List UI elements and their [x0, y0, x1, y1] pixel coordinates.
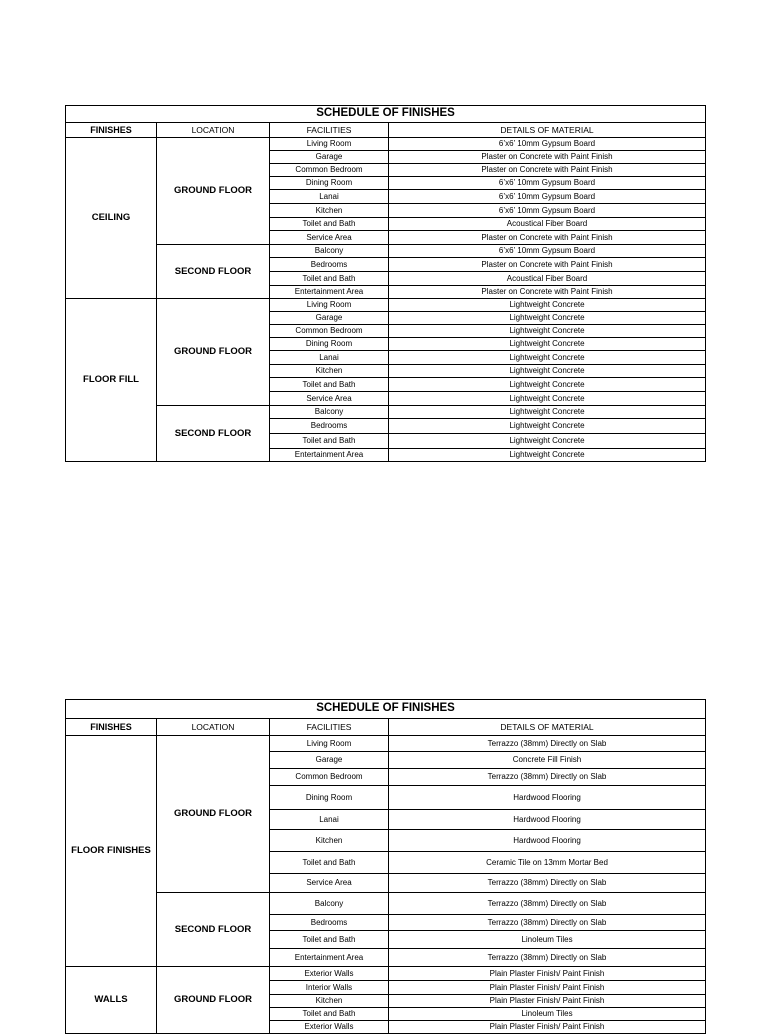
finish-category: FLOOR FINISHES: [66, 736, 157, 967]
facility-cell: Exterior Walls: [270, 967, 389, 981]
material-cell: Plaster on Concrete with Paint Finish: [389, 164, 706, 177]
schedule-table-2: [65, 699, 706, 1034]
material-cell: Plain Plaster Finish/ Paint Finish: [389, 995, 706, 1008]
title-row: [66, 700, 706, 719]
facility-cell: Kitchen: [270, 365, 389, 378]
facility-cell: Balcony: [270, 893, 389, 915]
material-cell: Lightweight Concrete: [389, 449, 706, 462]
header-location: LOCATION: [157, 123, 270, 138]
facility-cell: Toilet and Bath: [270, 931, 389, 949]
table-row: [66, 893, 706, 915]
finish-category: CEILING: [66, 138, 157, 299]
material-cell: Hardwood Flooring: [389, 810, 706, 830]
facility-cell: Lanai: [270, 810, 389, 830]
material-cell: Concrete Fill Finish: [389, 752, 706, 769]
facility-cell: Toilet and Bath: [270, 852, 389, 874]
material-cell: 6’x6’ 10mm Gypsum Board: [389, 138, 706, 151]
header-location: LOCATION: [157, 719, 270, 736]
facility-cell: Kitchen: [270, 830, 389, 852]
location-cell: SECOND FLOOR: [157, 893, 270, 967]
facility-cell: Kitchen: [270, 995, 389, 1008]
header-details: DETAILS OF MATERIAL: [389, 123, 706, 138]
material-cell: Terrazzo (38mm) Directly on Slab: [389, 893, 706, 915]
material-cell: Acoustical Fiber Board: [389, 218, 706, 231]
material-cell: Terrazzo (38mm) Directly on Slab: [389, 874, 706, 893]
facility-cell: Service Area: [270, 231, 389, 245]
table-row: [66, 406, 706, 419]
location-cell: GROUND FLOOR: [157, 736, 270, 893]
header-facilities: FACILITIES: [270, 719, 389, 736]
facility-cell: Service Area: [270, 392, 389, 406]
table-row: [66, 245, 706, 258]
facility-cell: Kitchen: [270, 204, 389, 218]
title-row: [66, 106, 706, 123]
finish-category: WALLS: [66, 967, 157, 1034]
material-cell: 6’x6’ 10mm Gypsum Board: [389, 204, 706, 218]
facility-cell: Toilet and Bath: [270, 1008, 389, 1021]
facility-cell: Exterior Walls: [270, 1021, 389, 1034]
facility-cell: Balcony: [270, 406, 389, 419]
material-cell: Hardwood Flooring: [389, 830, 706, 852]
material-cell: Lightweight Concrete: [389, 299, 706, 312]
material-cell: Terrazzo (38mm) Directly on Slab: [389, 949, 706, 967]
material-cell: Lightweight Concrete: [389, 338, 706, 351]
facility-cell: Entertainment Area: [270, 949, 389, 967]
material-cell: Acoustical Fiber Board: [389, 272, 706, 286]
facility-cell: Bedrooms: [270, 419, 389, 434]
material-cell: Plain Plaster Finish/ Paint Finish: [389, 981, 706, 995]
facility-cell: Entertainment Area: [270, 286, 389, 299]
location-cell: GROUND FLOOR: [157, 299, 270, 406]
material-cell: Plaster on Concrete with Paint Finish: [389, 151, 706, 164]
facility-cell: Bedrooms: [270, 915, 389, 931]
table-title: SCHEDULE OF FINISHES: [66, 700, 706, 719]
material-cell: Linoleum Tiles: [389, 1008, 706, 1021]
material-cell: Lightweight Concrete: [389, 378, 706, 392]
table-title: SCHEDULE OF FINISHES: [66, 106, 706, 123]
facility-cell: Interior Walls: [270, 981, 389, 995]
material-cell: Terrazzo (38mm) Directly on Slab: [389, 736, 706, 752]
material-cell: Lightweight Concrete: [389, 392, 706, 406]
material-cell: Terrazzo (38mm) Directly on Slab: [389, 915, 706, 931]
facility-cell: Common Bedroom: [270, 164, 389, 177]
material-cell: Lightweight Concrete: [389, 365, 706, 378]
facility-cell: Balcony: [270, 245, 389, 258]
finish-category: FLOOR FILL: [66, 299, 157, 462]
material-cell: Plain Plaster Finish/ Paint Finish: [389, 1021, 706, 1034]
material-cell: Plaster on Concrete with Paint Finish: [389, 286, 706, 299]
material-cell: Plaster on Concrete with Paint Finish: [389, 258, 706, 272]
table-row: [66, 299, 706, 312]
header-finishes: FINISHES: [66, 719, 157, 736]
location-cell: GROUND FLOOR: [157, 967, 270, 1034]
table-row: [66, 138, 706, 151]
material-cell: Linoleum Tiles: [389, 931, 706, 949]
facility-cell: Living Room: [270, 138, 389, 151]
schedule-table-1: [65, 105, 706, 462]
material-cell: Lightweight Concrete: [389, 325, 706, 338]
location-cell: SECOND FLOOR: [157, 245, 270, 299]
facility-cell: Living Room: [270, 736, 389, 752]
facility-cell: Common Bedroom: [270, 769, 389, 786]
facility-cell: Toilet and Bath: [270, 218, 389, 231]
facility-cell: Garage: [270, 151, 389, 164]
facility-cell: Common Bedroom: [270, 325, 389, 338]
material-cell: Lightweight Concrete: [389, 406, 706, 419]
facility-cell: Service Area: [270, 874, 389, 893]
facility-cell: Bedrooms: [270, 258, 389, 272]
facility-cell: Toilet and Bath: [270, 434, 389, 449]
material-cell: 6’x6’ 10mm Gypsum Board: [389, 177, 706, 190]
facility-cell: Toilet and Bath: [270, 378, 389, 392]
facility-cell: Garage: [270, 752, 389, 769]
facility-cell: Dining Room: [270, 786, 389, 810]
facility-cell: Garage: [270, 312, 389, 325]
facility-cell: Dining Room: [270, 177, 389, 190]
material-cell: Terrazzo (38mm) Directly on Slab: [389, 769, 706, 786]
facility-cell: Dining Room: [270, 338, 389, 351]
facility-cell: Entertainment Area: [270, 449, 389, 462]
header-facilities: FACILITIES: [270, 123, 389, 138]
material-cell: Plain Plaster Finish/ Paint Finish: [389, 967, 706, 981]
location-cell: GROUND FLOOR: [157, 138, 270, 245]
header-row: [66, 719, 706, 736]
material-cell: Lightweight Concrete: [389, 312, 706, 325]
header-details: DETAILS OF MATERIAL: [389, 719, 706, 736]
table-row: [66, 736, 706, 752]
material-cell: Hardwood Flooring: [389, 786, 706, 810]
material-cell: Lightweight Concrete: [389, 434, 706, 449]
header-row: [66, 123, 706, 138]
material-cell: Plaster on Concrete with Paint Finish: [389, 231, 706, 245]
table-row: [66, 967, 706, 981]
location-cell: SECOND FLOOR: [157, 406, 270, 462]
header-finishes: FINISHES: [66, 123, 157, 138]
material-cell: Lightweight Concrete: [389, 419, 706, 434]
material-cell: 6’x6’ 10mm Gypsum Board: [389, 190, 706, 204]
facility-cell: Living Room: [270, 299, 389, 312]
facility-cell: Lanai: [270, 351, 389, 365]
facility-cell: Toilet and Bath: [270, 272, 389, 286]
material-cell: Ceramic Tile on 13mm Mortar Bed: [389, 852, 706, 874]
material-cell: Lightweight Concrete: [389, 351, 706, 365]
material-cell: 6’x6’ 10mm Gypsum Board: [389, 245, 706, 258]
facility-cell: Lanai: [270, 190, 389, 204]
